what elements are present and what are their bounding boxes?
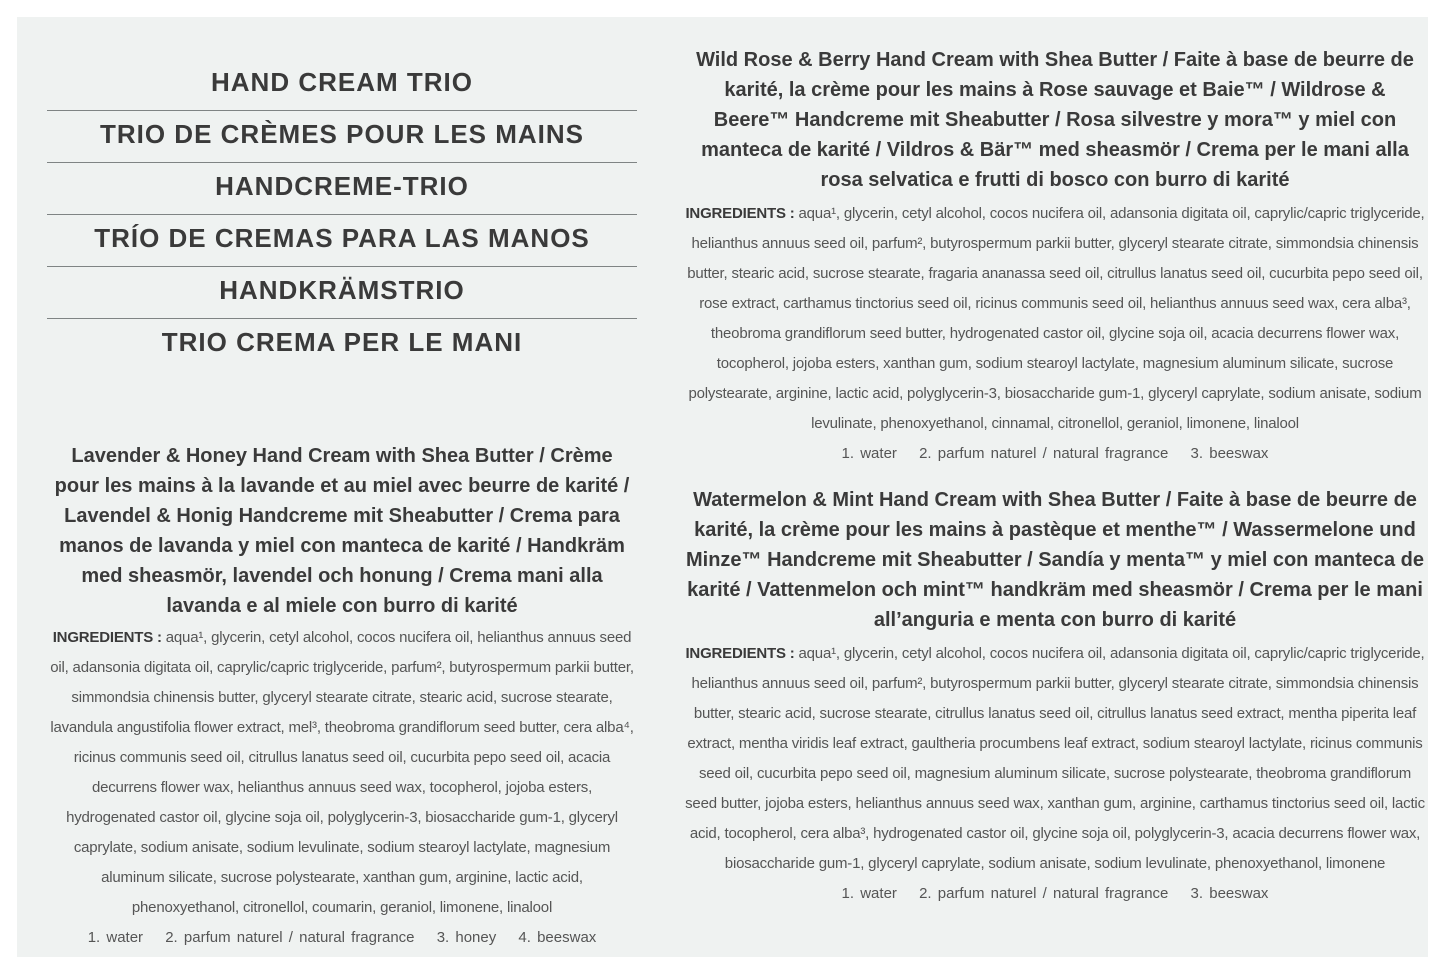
title-italian: TRIO CREMA PER LE MANI: [161, 327, 523, 357]
watermelon-section: [685, 485, 1425, 909]
watermelon-footnotes: [685, 879, 1425, 909]
left-column: [47, 59, 637, 953]
rose-product-name: Wild Rose & Berry Hand Cream with Shea Butter / Faite à base de beurre de karité, la crème pour les mains à Rose sauvage et Baie™ / Wildrose & Beere™ Handcreme mit Sheabutter / Rosa silvestre y mora™ y miel con manteca de karité / Vildros & Bär™ med sheasmör / Crema per le mani alla rosa selvatica e frutti di bosco con burro di karité: [696, 49, 1414, 191]
lavender-footnote-2: 2. parfum naturel / natural fragrance: [165, 929, 415, 946]
lavender-footnote-3: 3. honey: [436, 929, 497, 946]
lavender-ingredients-label: INGREDIENTS :: [52, 629, 162, 646]
right-column: [685, 45, 1425, 909]
rose-footnote-2: 2. parfum naturel / natural fragrance: [919, 445, 1169, 462]
rose-footnote-1: 1. water: [841, 445, 897, 462]
title-german: HANDCREME-TRIO: [47, 163, 637, 215]
rose-ingredients-text: aqua¹, glycerin, cetyl alcohol, cocos nucifera oil, adansonia digitata oil, caprylic/capric triglyceride, helianthus annuus seed oil, parfum², butyrospermum parkii butter, glyceryl stearate citrate, simmondsia chinensis butter, stearic acid, sucrose stearate, fragaria ananassa seed oil, citrullus lanatus seed oil, cucurbita pepo seed oil, rose extract, carthamus tinctorius seed oil, ricinus communis seed oil, helianthus annuus seed wax, cera alba³, theobroma grandiflorum seed butter, hydrogenated castor oil, glycine soja oil, acacia decurrens flower wax, tocopherol, jojoba esters, xanthan gum, sodium stearoyl lactylate, magnesium aluminum silicate, sucrose polystearate, arginine, lactic acid, polyglycerin-3, biosaccharide gum-1, glyceryl caprylate, sodium anisate, sodium levulinate, phenoxyethanol, cinnamal, citronellol, geraniol, limonene, linalool: [687, 205, 1425, 432]
lavender-section: [47, 441, 637, 953]
lavender-footnote-1: 1. water: [87, 929, 144, 946]
rose-footnote-3: 3. beeswax: [1190, 445, 1269, 462]
product-label-panel: [17, 17, 1428, 957]
lavender-ingredients: [47, 623, 637, 923]
lavender-product-name: Lavender & Honey Hand Cream with Shea Butter / Crème pour les mains à la lavande et au miel avec beurre de karité / Lavendel & Honig Handcreme mit Sheabutter / Crema para manos de lavanda y miel con manteca de karité / Handkräm med sheasmör, lavendel och honung / Crema mani alla lavanda e al miele con burro di karité: [54, 445, 630, 617]
watermelon-footnote-2: 2. parfum naturel / natural fragrance: [919, 885, 1169, 902]
lavender-footnote-4: 4. beeswax: [518, 929, 597, 946]
title-list: [47, 59, 637, 371]
title-english: HAND CREAM TRIO: [47, 59, 637, 111]
watermelon-ingredients-label: INGREDIENTS :: [685, 645, 795, 662]
watermelon-footnote-1: 1. water: [841, 885, 897, 902]
watermelon-product-name: Watermelon & Mint Hand Cream with Shea Butter / Faite à base de beurre de karité, la crème pour les mains à pastèque et menthe™ / Wassermelone und Minze™ Handcreme mit Sheabutter / Sandía y menta™ y miel con manteca de karité / Vattenmelon och mint™ handkräm med sheasmör / Crema per le mani all’anguria e menta con burro di karité: [686, 489, 1424, 631]
title-swedish: HANDKRÄMSTRIO: [47, 267, 637, 319]
lavender-ingredients-text: aqua¹, glycerin, cetyl alcohol, cocos nucifera oil, helianthus annuus seed oil, adansonia digitata oil, caprylic/capric triglyceride, parfum², butyrospermum parkii butter, simmondsia chinensis butter, glyceryl stearate citrate, stearic acid, sucrose stearate, lavandula angustifolia flower extract, mel³, theobroma grandiflorum seed butter, cera alba⁴, ricinus communis seed oil, citrullus lanatus seed oil, cucurbita pepo seed oil, acacia decurrens flower wax, helianthus annuus seed wax, tocopherol, jojoba esters, hydrogenated castor oil, glycine soja oil, polyglycerin-3, biosaccharide gum-1, glyceryl caprylate, sodium anisate, sodium levulinate, sodium stearoyl lactylate, magnesium aluminum silicate, sucrose polystearate, xanthan gum, arginine, lactic acid, phenoxyethanol, citronellol, coumarin, geraniol, limonene, linalool: [50, 629, 634, 916]
title-french: TRIO DE CRÈMES POUR LES MAINS: [47, 111, 637, 163]
watermelon-ingredients: [685, 639, 1425, 879]
watermelon-ingredients-text: aqua¹, glycerin, cetyl alcohol, cocos nucifera oil, adansonia digitata oil, caprylic/capric triglyceride, helianthus annuus seed oil, parfum², butyrospermum parkii butter, glyceryl stearate citrate, simmondsia chinensis butter, stearic acid, sucrose stearate, citrullus lanatus seed oil, citrullus lanatus seed extract, mentha piperita leaf extract, mentha viridis leaf extract, gaultheria procumbens leaf extract, sodium stearoyl lactylate, ricinus communis seed oil, cucurbita pepo seed oil, magnesium aluminum silicate, sucrose polystearate, theobroma grandiflorum seed butter, jojoba esters, helianthus annuus seed wax, xanthan gum, arginine, carthamus tinctorius seed oil, lactic acid, tocopherol, cera alba³, hydrogenated castor oil, glycine soja oil, polyglycerin-3, acacia decurrens flower wax, biosaccharide gum-1, glyceryl caprylate, sodium anisate, sodium levulinate, phenoxyethanol, limonene: [685, 645, 1425, 872]
rose-section: [685, 45, 1425, 469]
rose-footnotes: [685, 439, 1425, 469]
title-spanish: TRÍO DE CREMAS PARA LAS MANOS: [47, 215, 637, 267]
rose-ingredients: [685, 199, 1425, 439]
watermelon-footnote-3: 3. beeswax: [1190, 885, 1269, 902]
lavender-footnotes: [47, 923, 637, 953]
rose-ingredients-label: INGREDIENTS :: [685, 205, 795, 222]
